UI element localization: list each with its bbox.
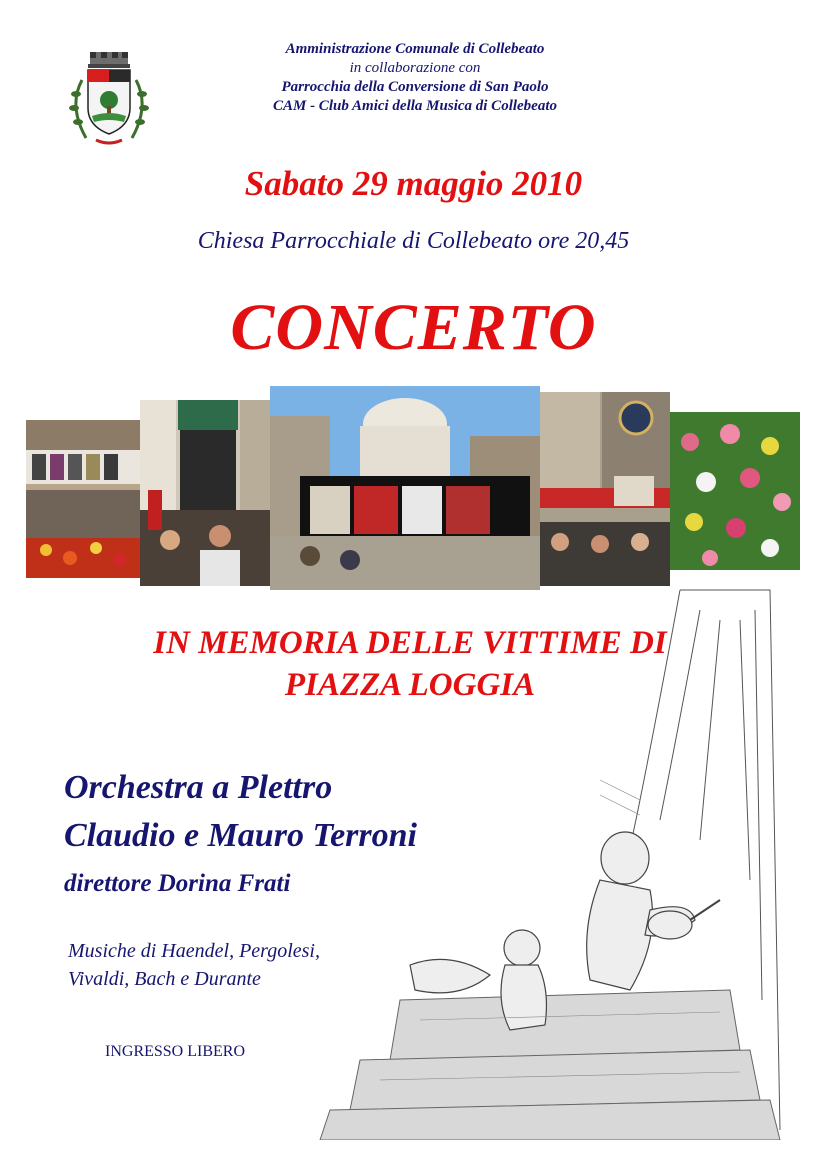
program-composers <box>68 937 320 993</box>
municipal-crest <box>62 50 156 150</box>
memorial-line-1: IN MEMORIA DELLE VITTIME DI <box>153 625 667 661</box>
orchestra-line-2: Claudio e Mauro Terroni <box>64 817 417 854</box>
concert-title: CONCERTO <box>230 291 597 364</box>
collaboration-note: in collaborazione con <box>349 60 481 76</box>
conductor: direttore Dorina Frati <box>64 870 291 897</box>
memorial-line-2: PIAZZA LOGGIA <box>284 667 536 703</box>
admission-note: INGRESSO LIBERO <box>105 1043 246 1060</box>
event-date: Sabato 29 maggio 2010 <box>244 164 583 203</box>
photo-exhibition-flowers <box>26 420 140 578</box>
event-venue: Chiesa Parrocchiale di Collebeato ore 20,45 <box>197 228 630 254</box>
program-line-1: Musiche di Haendel, Pergolesi, <box>68 940 320 962</box>
memorial-heading <box>60 622 760 706</box>
photo-piazza-loggia-exhibition <box>270 386 540 590</box>
organizer-parish: Parrocchia della Conversione di San Paolo <box>281 79 549 95</box>
photo-loggia-arcade <box>140 400 270 586</box>
orchestra-name <box>64 764 417 860</box>
organizer-club: CAM - Club Amici della Musica di Collebeato <box>272 98 558 114</box>
photo-clock-tower-crowd <box>540 392 670 586</box>
organizers-block <box>150 40 680 116</box>
orchestra-line-1: Orchestra a Plettro <box>64 769 333 806</box>
program-line-2: Vivaldi, Bach e Durante <box>68 968 261 990</box>
photo-flower-wreath <box>670 412 800 570</box>
organizer-municipality: Amministrazione Comunale di Collebeato <box>285 41 545 57</box>
